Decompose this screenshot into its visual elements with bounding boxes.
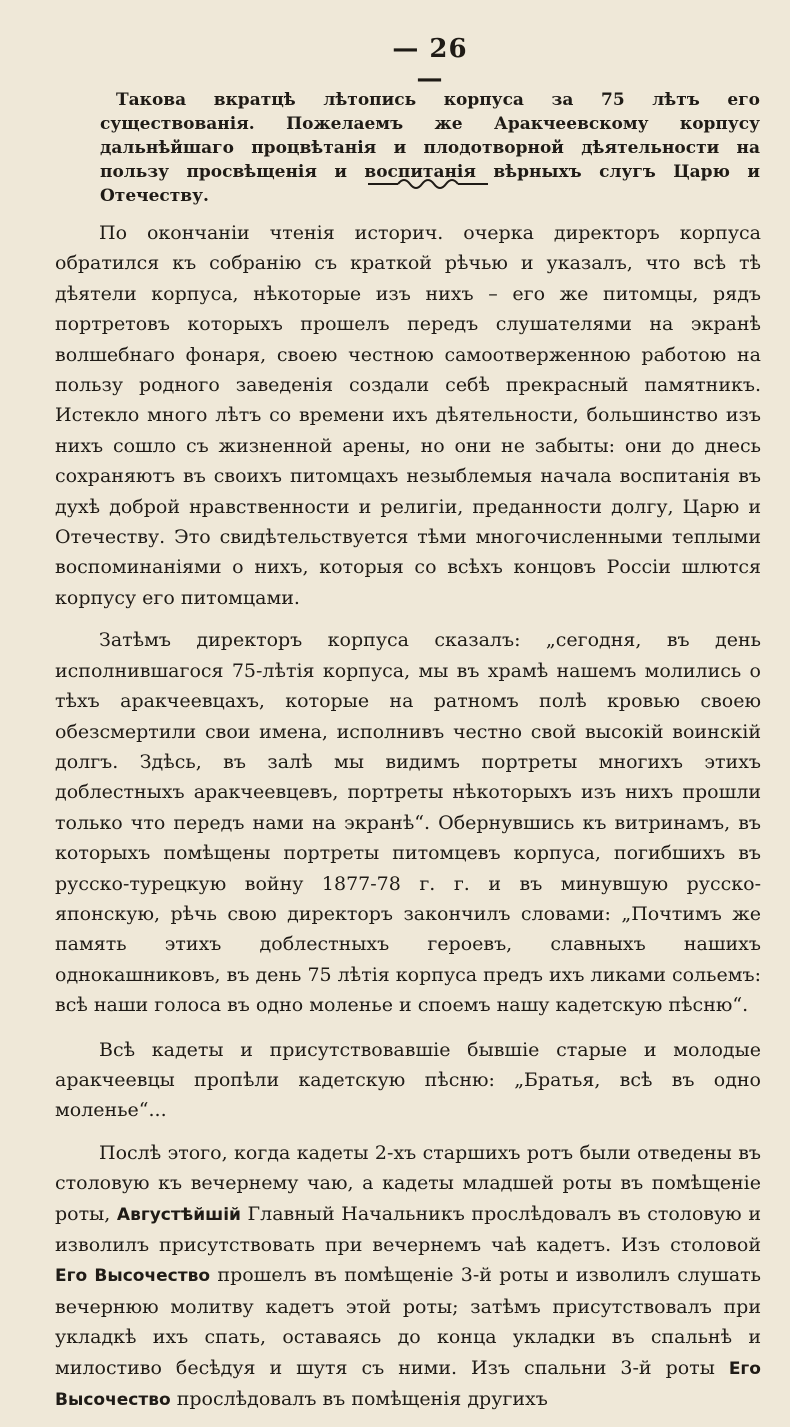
title-highness-2: Его Высочество (55, 1358, 761, 1411)
title-highness-1: Его Высочество (55, 1266, 211, 1287)
paragraph-4-text-c: Главный Начальникъ прослѣдовалъ въ столовую и изволилъ присутствовать при вечернемъ чаѣ кадетъ. Изъ столовой (55, 1202, 761, 1256)
page-number: — 26 — (392, 34, 468, 94)
paragraph-4-text-e: прослѣдовалъ въ помѣщенія другихъ (170, 1388, 548, 1411)
paragraph-2: Затѣмъ директоръ корпуса сказалъ: „сегодня, въ день исполнившагося 75-лѣтія корпуса, мы въ храмѣ нашемъ молились о тѣхъ аракчеевцахъ, которые на ратномъ полѣ кровью своею обезсмертили свои имена, исполнивъ честно свой высокій воинскій долгъ. Здѣсь, въ залѣ мы видимъ портреты многихъ этихъ доблестныхъ аракчеевцевъ, портреты нѣкоторыхъ изъ нихъ прошли только что передъ нами на экранѣ“. Обернувшись къ витринамъ, въ которыхъ помѣщены портреты питомцевъ корпуса, погибшихъ въ русско-турецкую войну 1877-78 г. г. и въ минувшую русско-японскую, рѣчь свою директоръ закончилъ словами: „Почтимъ же память этихъ доблестныхъ героевъ, славныхъ нашихъ однокашниковъ, въ день 75 лѣтія корпуса предъ ихъ ликами сольемъ: всѣ наши голоса въ одно моленье и споемъ нашу кадетскую пѣсню“. (55, 629, 761, 1017)
paragraph-1: По окончаніи чтенія историч. очерка директоръ корпуса обратился къ собранію съ краткой рѣчью и указалъ, что всѣ тѣ дѣятели корпуса, нѣкоторые изъ нихъ – его же питомцы, рядъ портретовъ которыхъ прошелъ передъ слушателями на экранѣ волшебнаго фонаря, своею честною самоотверженною работою на пользу родного заведенія создали себѣ прекрасный памятникъ. Истекло много лѣтъ со времени ихъ дѣятельности, большинство изъ нихъ сошло съ жизненной арены, но они не забыты: они до днесь сохраняютъ въ своихъ питомцахъ незыблемыя начала воспитанія въ духѣ доброй нравственности и религіи, преданности долгу, Царю и Отечеству. Это свидѣтельствуется тѣми многочисленными теплыми воспоминаніями о нихъ, которыя со всѣхъ концовъ Россіи шлются корпусу его питомцами. (55, 222, 761, 609)
title-augustus: Августѣйшій (116, 1204, 241, 1225)
paragraph-4-text-d: прошелъ въ помѣщеніе 3-й роты и изволилъ слушать вечернюю молитву кадетъ этой роты; затѣмъ присутствовалъ при укладкѣ ихъ спать, оставаясь до конца укладки въ спальнѣ и милостиво бесѣдуя и шутя съ ними. Изъ спальни 3-й роты (55, 1264, 762, 1379)
paragraph-4-text-a: Послѣ этого, когда кадеты 2-хъ старшихъ ротъ были отведены въ столовую къ вечернему чаю, а кадеты младшей роты въ помѣщеніе роты, (55, 1141, 761, 1225)
main-text (55, 218, 761, 1427)
decorative-rule-ornament-icon (368, 174, 488, 194)
intro-paragraph: Такова вкратцѣ лѣтопись корпуса за 75 лѣтъ его существованія. Пожелаемъ же Аракчеевскому корпусу дальнѣйшаго процвѣтанія и плодотворной дѣятельности на пользу просвѣщенія и воспитанія вѣрныхъ слугъ Царю и Отечеству. (100, 90, 760, 206)
paragraph-4 (55, 1138, 761, 1416)
paragraph-3: Всѣ кадеты и присутствовавшіе бывшіе старые и молодые аракчеевцы пропѣли кадетскую пѣсню: „Братья, всѣ въ одно моленье“... (55, 1038, 761, 1122)
